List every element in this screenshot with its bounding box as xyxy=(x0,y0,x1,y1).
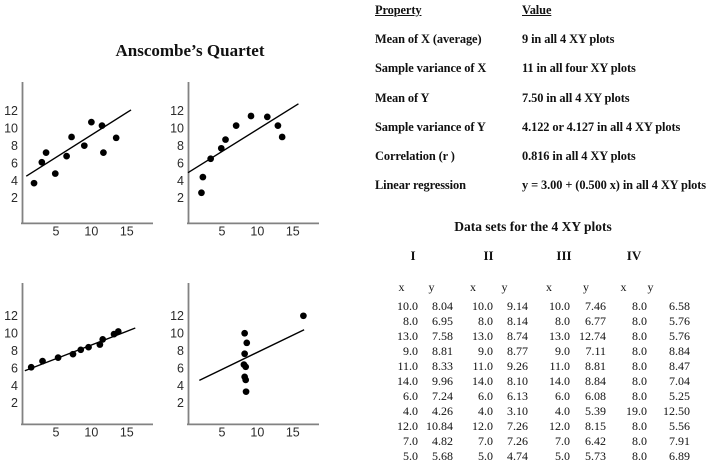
dataset-value-cell: 3.10 xyxy=(507,404,528,418)
data-point xyxy=(100,149,107,156)
dataset-value-cell: 8.0 xyxy=(632,374,647,388)
dataset-value-cell: 7.04 xyxy=(669,374,691,388)
dataset-value-cell: 6.42 xyxy=(585,434,606,448)
dataset-value-cell: 7.26 xyxy=(507,419,528,433)
dataset-value-cell: 12.0 xyxy=(397,419,418,433)
dataset-value-cell: 7.46 xyxy=(585,299,606,313)
scatter-plot-i xyxy=(0,78,165,246)
data-point xyxy=(279,134,286,141)
dataset-value-cell: 6.0 xyxy=(403,389,418,403)
x-tick-label: 5 xyxy=(52,224,60,239)
dataset-value-cell: 8.47 xyxy=(669,359,691,373)
dataset-axis-header: x xyxy=(398,280,405,294)
data-point xyxy=(52,170,59,177)
dataset-value-cell: 14.0 xyxy=(549,374,570,388)
y-tick-label: 2 xyxy=(177,396,184,411)
data-point xyxy=(39,358,46,365)
dataset-value-cell: 8.0 xyxy=(632,314,647,328)
dataset-value-cell: 7.0 xyxy=(555,434,570,448)
dataset-value-cell: 6.13 xyxy=(507,389,528,403)
data-point xyxy=(115,328,122,335)
datasets-table-body xyxy=(385,299,690,464)
data-point xyxy=(198,189,205,196)
dataset-value-cell: 8.0 xyxy=(632,299,647,313)
x-tick-label: 10 xyxy=(84,425,99,440)
dataset-row xyxy=(385,329,690,344)
property-value: 11 in all four XY plots xyxy=(522,61,636,76)
data-point xyxy=(242,377,249,384)
y-tick-label: 4 xyxy=(11,378,18,393)
trend-line xyxy=(26,110,131,176)
dataset-value-cell: 12.0 xyxy=(549,419,570,433)
dataset-value-cell: 6.89 xyxy=(669,449,691,463)
property-value: 7.50 in all 4 XY plots xyxy=(522,90,630,105)
data-point xyxy=(243,388,250,395)
properties-header-property: Property xyxy=(375,3,422,17)
dataset-value-cell: 6.77 xyxy=(585,314,606,328)
dataset-row xyxy=(385,314,690,329)
dataset-value-cell: 9.96 xyxy=(432,374,453,388)
y-tick-label: 2 xyxy=(177,191,184,206)
dataset-value-cell: 6.95 xyxy=(432,314,453,328)
property-name: Mean of Y xyxy=(375,90,430,105)
dataset-value-cell: 7.11 xyxy=(585,344,606,358)
dataset-value-cell: 9.14 xyxy=(507,299,528,313)
data-point xyxy=(113,134,120,141)
dataset-value-cell: 12.74 xyxy=(579,329,606,343)
y-tick-label: 12 xyxy=(170,104,184,118)
x-tick-label: 5 xyxy=(218,425,226,440)
dataset-value-cell: 13.0 xyxy=(549,329,570,343)
dataset-value-cell: 9.0 xyxy=(478,344,493,358)
dataset-value-cell: 5.0 xyxy=(555,449,570,463)
dataset-value-cell: 8.77 xyxy=(507,344,528,358)
dataset-axis-header: y xyxy=(647,280,654,294)
dataset-axis-header: x xyxy=(470,280,476,294)
datasets-section xyxy=(355,215,711,463)
data-point xyxy=(242,363,249,370)
y-tick-label: 12 xyxy=(170,309,184,323)
data-point xyxy=(81,142,88,149)
dataset-group-header: IV xyxy=(626,248,642,263)
dataset-value-cell: 9.26 xyxy=(507,359,528,373)
dataset-value-cell: 8.0 xyxy=(632,434,647,448)
data-point xyxy=(99,336,106,343)
dataset-value-cell: 14.0 xyxy=(472,374,493,388)
dataset-value-cell: 8.0 xyxy=(403,314,418,328)
dataset-group-header: II xyxy=(483,248,494,263)
datasets-table xyxy=(385,245,690,464)
scatter-plot-ii xyxy=(166,78,331,246)
x-tick-label: 10 xyxy=(250,425,265,440)
dataset-value-cell: 7.58 xyxy=(432,329,453,343)
property-value: 4.122 or 4.127 in all 4 XY plots xyxy=(522,119,681,134)
dataset-value-cell: 5.0 xyxy=(403,449,418,463)
dataset-row xyxy=(385,359,690,374)
dataset-value-cell: 6.0 xyxy=(478,389,493,403)
data-point xyxy=(241,350,248,357)
data-point xyxy=(70,351,77,358)
property-name: Sample variance of Y xyxy=(375,119,486,134)
dataset-value-cell: 7.91 xyxy=(669,434,691,448)
dataset-row xyxy=(385,389,690,404)
data-point xyxy=(222,136,229,143)
dataset-value-cell: 11.0 xyxy=(397,359,418,373)
dataset-value-cell: 8.81 xyxy=(585,359,606,373)
dataset-axis-header: y xyxy=(583,280,589,294)
dataset-value-cell: 5.0 xyxy=(478,449,493,463)
dataset-value-cell: 4.0 xyxy=(555,404,570,418)
scatter-plot-iii xyxy=(0,279,165,447)
dataset-value-cell: 8.0 xyxy=(632,389,647,403)
dataset-value-cell: 7.0 xyxy=(403,434,418,448)
figure-title: Anscombe’s Quartet xyxy=(115,41,265,60)
dataset-value-cell: 8.04 xyxy=(432,299,453,313)
dataset-value-cell: 11.0 xyxy=(549,359,570,373)
x-tick-label: 15 xyxy=(285,224,300,239)
data-point xyxy=(77,346,84,353)
x-tick-label: 5 xyxy=(218,224,226,239)
dataset-value-cell: 7.24 xyxy=(432,389,453,403)
property-name: Correlation (r ) xyxy=(375,148,455,163)
dataset-row xyxy=(385,299,690,314)
dataset-value-cell: 8.15 xyxy=(585,419,606,433)
dataset-value-cell: 8.0 xyxy=(632,419,647,433)
x-tick-label: 15 xyxy=(119,425,134,440)
dataset-value-cell: 4.0 xyxy=(403,404,418,418)
datasets-title: Data sets for the 4 XY plots xyxy=(454,219,612,234)
x-tick-label: 15 xyxy=(119,224,134,239)
dataset-value-cell: 14.0 xyxy=(397,374,418,388)
y-tick-label: 8 xyxy=(177,343,184,358)
data-point xyxy=(248,113,255,120)
dataset-row xyxy=(385,419,690,434)
dataset-value-cell: 4.74 xyxy=(507,449,528,463)
data-point xyxy=(241,330,248,337)
dataset-value-cell: 8.33 xyxy=(432,359,453,373)
y-tick-label: 10 xyxy=(4,326,18,341)
dataset-row xyxy=(385,449,690,464)
y-tick-label: 6 xyxy=(11,156,18,171)
dataset-value-cell: 5.76 xyxy=(669,314,691,328)
y-tick-label: 4 xyxy=(177,173,184,188)
scatter-plot-iv xyxy=(166,279,331,447)
dataset-value-cell: 5.68 xyxy=(432,449,453,463)
y-tick-label: 8 xyxy=(11,343,18,358)
data-point xyxy=(99,122,106,129)
dataset-group-header: III xyxy=(556,248,572,263)
dataset-axis-header: y xyxy=(428,280,435,294)
dataset-value-cell: 5.73 xyxy=(585,449,606,463)
y-tick-label: 12 xyxy=(4,309,18,323)
data-point xyxy=(63,153,70,160)
data-point xyxy=(218,145,225,152)
data-point xyxy=(68,134,75,141)
dataset-value-cell: 4.0 xyxy=(478,404,493,418)
data-point xyxy=(200,174,207,181)
properties-table xyxy=(375,3,706,207)
dataset-value-cell: 8.0 xyxy=(632,449,647,463)
dataset-value-cell: 7.0 xyxy=(478,434,493,448)
y-tick-label: 4 xyxy=(11,173,18,188)
data-point xyxy=(43,149,50,156)
properties-header-value: Value xyxy=(522,3,552,17)
dataset-value-cell: 8.0 xyxy=(632,359,647,373)
dataset-value-cell: 12.50 xyxy=(663,404,691,418)
dataset-row xyxy=(385,374,690,389)
x-tick-label: 10 xyxy=(84,224,99,239)
trend-line xyxy=(199,330,304,381)
dataset-value-cell: 12.0 xyxy=(472,419,493,433)
data-point xyxy=(233,122,240,129)
dataset-group-header: I xyxy=(410,248,416,263)
dataset-value-cell: 8.14 xyxy=(507,314,528,328)
x-tick-label: 5 xyxy=(52,425,60,440)
y-tick-label: 4 xyxy=(177,378,184,393)
y-tick-label: 2 xyxy=(11,191,18,206)
y-tick-label: 10 xyxy=(170,326,184,341)
y-tick-label: 6 xyxy=(177,156,184,171)
dataset-value-cell: 10.84 xyxy=(426,419,453,433)
data-point xyxy=(275,122,282,129)
dataset-axis-header: x xyxy=(620,280,627,294)
dataset-value-cell: 5.25 xyxy=(669,389,691,403)
data-point xyxy=(300,312,307,319)
dataset-value-cell: 11.0 xyxy=(472,359,493,373)
dataset-value-cell: 10.0 xyxy=(397,299,418,313)
data-point xyxy=(243,339,250,346)
y-tick-label: 2 xyxy=(11,396,18,411)
dataset-value-cell: 8.0 xyxy=(632,329,647,343)
property-value: 9 in all 4 XY plots xyxy=(522,32,615,47)
dataset-row xyxy=(385,344,690,359)
data-point xyxy=(38,159,45,166)
dataset-value-cell: 5.76 xyxy=(669,329,691,343)
dataset-value-cell: 7.26 xyxy=(507,434,528,448)
dataset-value-cell: 13.0 xyxy=(397,329,418,343)
y-tick-label: 6 xyxy=(11,361,18,376)
property-name: Linear regression xyxy=(375,178,466,193)
y-tick-label: 6 xyxy=(177,361,184,376)
dataset-axis-header: y xyxy=(501,280,508,294)
dataset-value-cell: 9.0 xyxy=(403,344,418,358)
data-point xyxy=(31,180,38,187)
data-point xyxy=(264,114,271,121)
y-tick-label: 8 xyxy=(11,138,18,153)
y-tick-label: 10 xyxy=(4,121,18,136)
dataset-value-cell: 19.0 xyxy=(626,404,647,418)
x-tick-label: 10 xyxy=(250,224,265,239)
x-tick-label: 15 xyxy=(285,425,300,440)
data-point xyxy=(207,155,214,162)
dataset-value-cell: 5.56 xyxy=(669,419,691,433)
dataset-axis-header: x xyxy=(546,280,552,294)
dataset-value-cell: 8.10 xyxy=(507,374,528,388)
dataset-value-cell: 8.84 xyxy=(585,374,606,388)
data-point xyxy=(88,119,95,126)
property-value: y = 3.00 + (0.500 x) in all 4 XY plots xyxy=(522,178,707,193)
data-point xyxy=(55,354,62,361)
dataset-value-cell: 8.0 xyxy=(478,314,493,328)
dataset-value-cell: 10.0 xyxy=(549,299,570,313)
dataset-value-cell: 6.08 xyxy=(585,389,606,403)
property-value: 0.816 in all 4 XY plots xyxy=(522,148,636,163)
dataset-value-cell: 8.0 xyxy=(632,344,647,358)
dataset-value-cell: 4.26 xyxy=(432,404,453,418)
dataset-value-cell: 10.0 xyxy=(472,299,493,313)
property-name: Mean of X (average) xyxy=(375,32,482,47)
y-tick-label: 10 xyxy=(170,121,184,136)
dataset-value-cell: 9.0 xyxy=(555,344,570,358)
dataset-value-cell: 6.58 xyxy=(669,299,691,313)
dataset-value-cell: 8.0 xyxy=(555,314,570,328)
property-name: Sample variance of X xyxy=(375,61,487,76)
dataset-value-cell: 5.39 xyxy=(585,404,606,418)
data-point xyxy=(85,344,92,351)
dataset-value-cell: 8.74 xyxy=(507,329,528,343)
dataset-row xyxy=(385,434,690,449)
y-tick-label: 12 xyxy=(4,104,18,118)
dataset-value-cell: 4.82 xyxy=(432,434,453,448)
dataset-value-cell: 8.84 xyxy=(669,344,691,358)
dataset-row xyxy=(385,404,690,419)
dataset-value-cell: 13.0 xyxy=(472,329,493,343)
datasets-table-head xyxy=(385,245,690,299)
dataset-value-cell: 8.81 xyxy=(432,344,453,358)
data-point xyxy=(28,364,35,371)
y-tick-label: 8 xyxy=(177,138,184,153)
dataset-value-cell: 6.0 xyxy=(555,389,570,403)
